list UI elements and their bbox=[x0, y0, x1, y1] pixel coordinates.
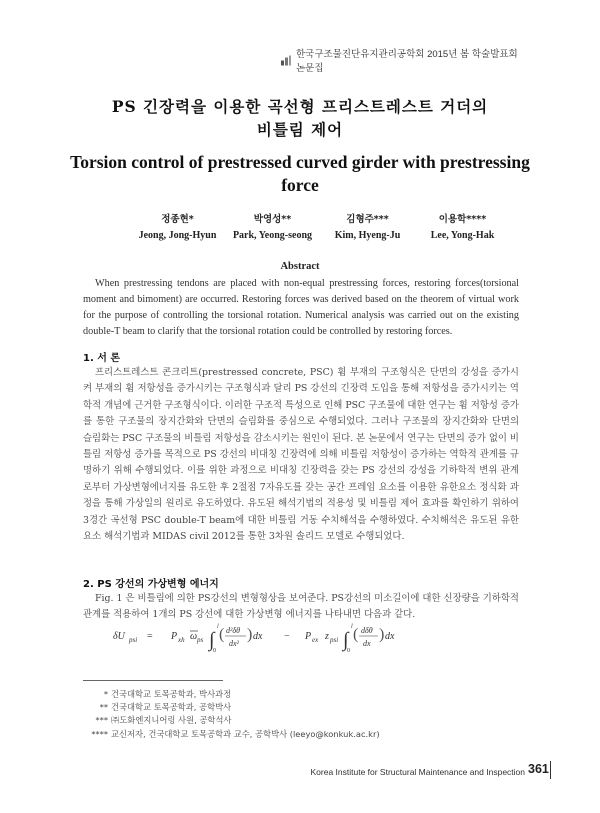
author-name-en: Park, Yeong-seong bbox=[232, 230, 313, 241]
eq-lower-2: 0 bbox=[347, 648, 350, 654]
footnote-text: 건국대학교 토목공학과, 공학박사 bbox=[111, 702, 232, 713]
section-2-heading: 2. PS 강선의 가상변형 에너지 bbox=[83, 579, 219, 590]
eq-omega-sub: ps bbox=[197, 636, 204, 644]
eq-paren-r2: ) bbox=[379, 626, 385, 643]
author-3 bbox=[320, 211, 415, 241]
author-2 bbox=[225, 211, 320, 241]
author-name-en: Lee, Yong-Hak bbox=[430, 230, 495, 241]
footnote-item bbox=[88, 701, 508, 714]
footnote-text: ㈜도화엔지니어링 사원, 공학석사 bbox=[111, 715, 232, 726]
eq-coef1: P bbox=[171, 631, 178, 642]
footnote-item bbox=[88, 714, 508, 727]
author-name-en: Jeong, Jong-Hyun bbox=[138, 230, 217, 241]
eq-equals: = bbox=[147, 631, 153, 642]
author-name-ko: 정종현* bbox=[161, 214, 194, 225]
eq-lhs-sub: psi bbox=[129, 636, 138, 644]
footnote-mark: * bbox=[103, 689, 108, 699]
journal-header bbox=[280, 46, 528, 74]
eq-paren-r1: ) bbox=[247, 626, 253, 643]
section-2-body: Fig. 1 은 비틀림에 의한 PS강선의 변형형상을 보여준다. PS강선의 미소길이에 대한 신장량을 기하학적 관계를 적용하여 1개의 PS 강선에 대한 가상변형 에너지를 나타내면 다음과 같다. bbox=[83, 593, 519, 621]
footer-organization: Korea Institute for Structural Maintenance and Inspection bbox=[310, 767, 525, 777]
author-list bbox=[130, 211, 510, 241]
eq-omega: ω bbox=[190, 631, 198, 642]
eq-frac2-den: dx bbox=[363, 639, 371, 648]
eq-lhs: δU bbox=[113, 631, 125, 642]
eq-frac1-num: d²δθ bbox=[226, 626, 241, 635]
eq-frac1-den: dx² bbox=[229, 639, 239, 648]
author-name-en: Kim, Hyeng-Ju bbox=[334, 230, 401, 241]
author-1 bbox=[130, 211, 225, 241]
title-english-line1: Torsion control of prestressed curved girder with prestressing bbox=[70, 152, 530, 172]
page-number: 361 bbox=[528, 762, 549, 776]
author-name-ko: 이용학**** bbox=[438, 214, 487, 225]
virtual-strain-energy-equation bbox=[113, 622, 473, 654]
title-english-line2: force bbox=[281, 175, 319, 195]
eq-frac2-num: dδθ bbox=[361, 626, 373, 635]
footer-divider bbox=[550, 761, 551, 779]
eq-z-sub: psi bbox=[330, 636, 339, 644]
eq-dx-2: dx bbox=[385, 631, 395, 642]
abstract-heading: Abstract bbox=[280, 261, 320, 272]
footnote-item bbox=[88, 728, 508, 741]
title-korean-line2: 비틀림 제어 bbox=[256, 120, 344, 139]
eq-coef2-sub: ex bbox=[312, 636, 319, 644]
eq-dx-1: dx bbox=[253, 631, 263, 642]
eq-integral-2: ∫ bbox=[343, 629, 349, 651]
abstract-text: When prestressing tendons are placed with non-equal prestressing forces, restoring forces(torsional moment and bimoment) are occurred. Restoring forces was derived based on the theorem of virtual work for the purpose of controlling the torsional rotation. Numerical analysis was carried out on the existing double-T beam to clarify that the torsional rotation could be controlled by restoring forces. bbox=[83, 278, 519, 337]
eq-lower-1: 0 bbox=[213, 648, 216, 654]
eq-integral-1: ∫ bbox=[209, 629, 215, 651]
author-name-ko: 김형주*** bbox=[346, 214, 389, 225]
eq-minus: − bbox=[284, 631, 290, 642]
section-1-body: 프리스트레스트 콘크리트(prestressed concrete, PSC) 휨 부재의 구조형식은 단면의 강성을 증가시켜 부재의 휨 저항성을 증가시키는 구조형식과 달리 PS 강선의 긴장력 도입을 통해 저항성을 증가시키는 역학적 개념에 근거한 구조형식이다. 이러한 구조적 특성으로 인해 PSC 구조물에 대한 연구는 휨 저항성 증가를 통한 구조물의 장지간화와 단면의 슬림화를 중심으로 수행되었다. 그러나 구조물의 장지간화와 단면의 슬림화는 PSC 구조물의 비틀림 저항성을 감소시키는 원인이 된다. 본 논문에서 연구는 단면의 증가 없이 비틀림 저항성 증가를 목적으로 PS 강선의 비대칭 긴장력에 의해 비틀림 저항성이 증가하는 역학적 관계를 규명하기 위해 수행되었다. 이를 위한 과정으로 비대칭 긴장력을 갖는 PS 강선의 강성을 기하학적 변위 관계로부터 가상변형에너지를 유도한 후 2절점 7자유도를 갖는 공간 프레임 요소를 이용한 유한요소 정식화 과정을 통해 가상일의 원리로 유도하였다. 유도된 해석기법의 적용성 및 비틀림 제어 효과를 확인하기 위하여 3경간 곡선형 PSC double-T beam에 대한 비틀림 거동 수치해석을 수행하였다. 수치해석은 유도된 유한요소 해석기법과 MIDAS civil 2012를 통한 3차원 솔리드 모델로 수행되었다. bbox=[83, 367, 519, 543]
author-name-ko: 박영성** bbox=[253, 214, 292, 225]
footnotes bbox=[88, 688, 508, 741]
author-4 bbox=[415, 211, 510, 241]
eq-paren-l1: ( bbox=[219, 626, 225, 643]
footnote-item bbox=[88, 688, 508, 701]
eq-z: z bbox=[325, 631, 329, 642]
footnote-mark: **** bbox=[91, 728, 108, 739]
eq-upper-1: l bbox=[217, 624, 219, 630]
footnote-mark: ** bbox=[99, 702, 108, 713]
section-1-heading: 1. 서 론 bbox=[83, 353, 121, 364]
footnote-text: 건국대학교 토목공학과, 박사과정 bbox=[111, 689, 232, 699]
journal-logo-icon bbox=[280, 54, 292, 67]
journal-name: 한국구조물진단유지관리공학회 2015년 봄 학술발표회 논문집 bbox=[295, 49, 518, 74]
footnote-mark: *** bbox=[95, 715, 108, 726]
eq-paren-l2: ( bbox=[353, 626, 359, 643]
footnote-divider bbox=[83, 680, 223, 681]
eq-coef2: P bbox=[305, 631, 312, 642]
footnote-text: 교신저자, 건국대학교 토목공학과 교수, 공학박사 (leeyo@konkuk.ac.kr) bbox=[111, 728, 380, 739]
eq-upper-2: l bbox=[351, 624, 353, 630]
title-korean-line1: PS 긴장력을 이용한 곡선형 프리스트레스트 거더의 bbox=[111, 97, 489, 116]
eq-coef1-sub: xh bbox=[178, 636, 185, 644]
